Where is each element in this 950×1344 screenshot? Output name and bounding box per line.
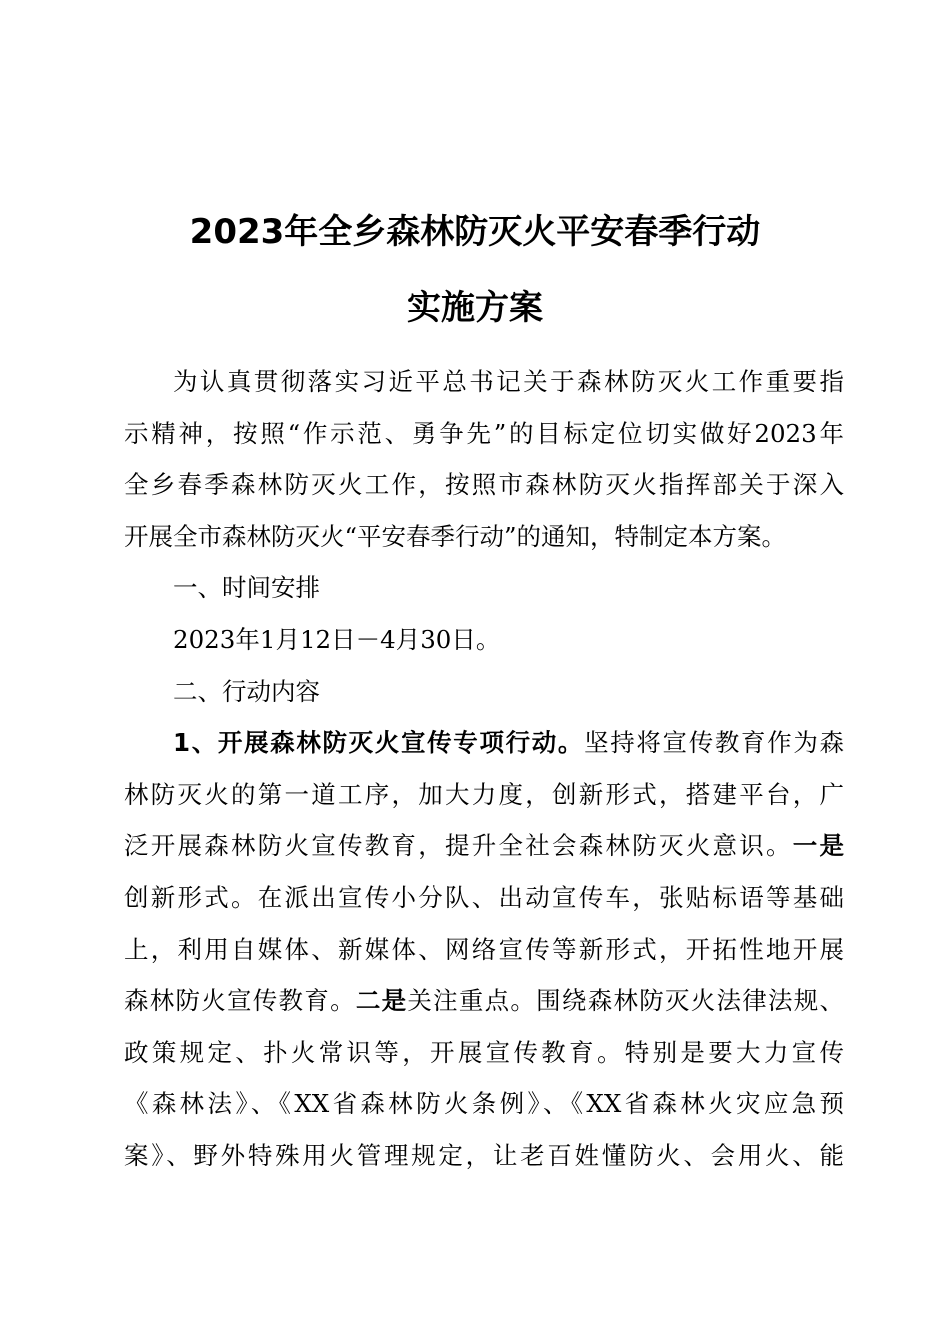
section-1-text: 2023年1月12日－4月30日。 (173, 624, 501, 654)
item-1-line-3 (124, 820, 844, 872)
item-1-line-6 (124, 975, 844, 1027)
item-1-line-3-text: 泛开展森林防火宣传教育，提升全社会森林防灭火意识。 (124, 831, 793, 861)
document-title-line-2: 实施方案 (407, 288, 543, 328)
item-1-lead: 1、开展森林防灭火宣传专项行动。 (173, 728, 585, 758)
item-1-line-7: 政策规定、扑火常识等，开展宣传教育。特别是要大力宣传 (124, 1037, 844, 1067)
intro-line-1: 为认真贯彻落实习近平总书记关于森林防灭火工作重要指 (173, 367, 844, 396)
document-body (124, 356, 844, 1182)
item-1-line-5: 上，利用自媒体、新媒体、网络宣传等新形式，开拓性地开展 (124, 934, 844, 964)
intro-line-3: 全乡春季森林防灭火工作，按照市森林防灭火指挥部关于深入 (124, 470, 844, 500)
intro-line-2: 示精神，按照“作示范、勇争先”的目标定位切实做好2023年 (124, 418, 844, 448)
item-1-line-6-text-2: 关注重点。围绕森林防灭火法律法规、 (407, 986, 845, 1016)
document-title-line-1: 2023年全乡森林防灭火平安春季行动 (189, 212, 761, 252)
intro-line-4: 开展全市森林防灭火“平安春季行动”的通知，特制定本方案。 (124, 521, 787, 551)
item-1-point-1-label: 一是 (792, 831, 844, 861)
item-1-line-4: 创新形式。在派出宣传小分队、出动宣传车，张贴标语等基础 (124, 882, 844, 912)
item-1-line-1 (124, 717, 844, 769)
item-1-line-8: 《森林法》、《XX省森林防火条例》、《XX省森林火灾应急预 (124, 1089, 844, 1119)
item-1-line-1-rest: 坚持将宣传教育作为森 (584, 728, 845, 758)
item-1-line-6-text-1: 森林防火宣传教育。 (124, 986, 356, 1016)
section-1-heading: 一、时间安排 (173, 573, 320, 603)
section-2-heading: 二、行动内容 (173, 676, 320, 706)
item-1-line-2: 林防灭火的第一道工序，加大力度，创新形式，搭建平台，广 (124, 779, 844, 809)
item-1-point-2-label: 二是 (355, 986, 408, 1016)
item-1-line-9: 案》、野外特殊用火管理规定，让老百姓懂防火、会用火、能 (124, 1140, 844, 1170)
